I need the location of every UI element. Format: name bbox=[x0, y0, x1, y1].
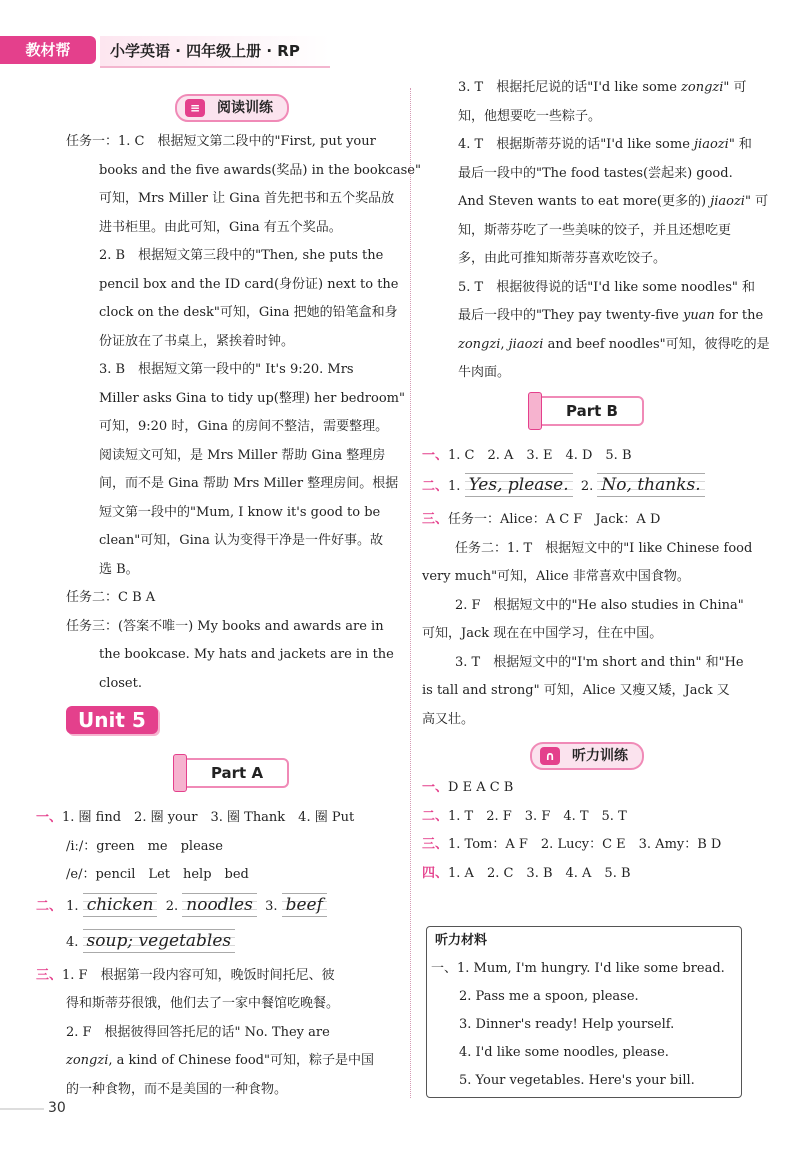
italic-word: yuan bbox=[682, 308, 715, 323]
page-header bbox=[0, 34, 330, 70]
answer-line bbox=[422, 331, 770, 360]
column-divider bbox=[410, 88, 411, 1098]
answer-line bbox=[66, 926, 398, 962]
answer-line bbox=[36, 804, 398, 833]
item-number: 四、 bbox=[422, 865, 449, 881]
answer-line bbox=[422, 302, 764, 331]
part-b-title: Part B bbox=[566, 401, 618, 420]
answer-text: , a kind of Chinese food"可知，粽子是中国 bbox=[108, 1053, 374, 1068]
book-icon: ≡ bbox=[185, 99, 205, 117]
answer-line: 选 B。 bbox=[99, 561, 139, 577]
answer-text: 1. T 2. F 3. F 4. T 5. T bbox=[448, 808, 627, 824]
answer-line bbox=[422, 860, 752, 889]
unit-heading bbox=[66, 698, 398, 750]
answer-text: 任务一：Alice：A C F Jack：A D bbox=[448, 512, 661, 527]
page-number: 30 bbox=[48, 1100, 66, 1116]
italic-word: zongzi bbox=[458, 336, 501, 352]
answer-line: 可知，Mrs Miller 让 Gina 首先把书和五个奖品放 bbox=[99, 191, 395, 206]
answer-line: 多，由此可推知斯蒂芬喜欢吃饺子。 bbox=[458, 251, 667, 266]
item-number: 三、 bbox=[422, 837, 449, 852]
answer-line: books and the five awards(奖品) in the bookcase" bbox=[99, 162, 421, 178]
answer-line: 阅读短文可知，是 Mrs Miller 帮助 Gina 整理房 bbox=[99, 447, 386, 463]
answer-line: 5. T 根据彼得说的话"I'd like some noodles" 和 bbox=[458, 279, 756, 295]
answer-line: 的一种食物，而不是美国的一种食物。 bbox=[66, 1081, 288, 1097]
answer-text: , bbox=[500, 336, 509, 352]
answer-line: 2. B 根据短文第三段中的"Then, she puts the bbox=[99, 248, 384, 263]
answer-line: very much"可知，Alice 非常喜欢中国食物。 bbox=[422, 569, 690, 584]
answer-line: 高又壮。 bbox=[422, 711, 475, 727]
answer-line: 可知，Jack 现在在中国学习，住在中国。 bbox=[422, 626, 663, 641]
answer-line: 知，斯蒂芬吃了一些美味的饺子，并且还想吃更 bbox=[458, 222, 732, 238]
answer-line bbox=[36, 890, 398, 926]
section-reading-title: 阅读训练 bbox=[217, 100, 273, 116]
answer-line: 2. F 根据短文中的"He also studies in China" bbox=[455, 597, 744, 613]
answer-text: D E A C B bbox=[448, 780, 514, 795]
transcript-line: 5. Your vegetables. Here's your bill. bbox=[459, 1073, 695, 1088]
item-label: 3. bbox=[265, 898, 278, 914]
part-a-title: Part A bbox=[210, 764, 264, 782]
answer-text: " 可 bbox=[744, 194, 769, 209]
item-label: 4. bbox=[66, 934, 79, 950]
answer-line: 得和斯蒂芬很饿，他们去了一家中餐馆吃晚餐。 bbox=[66, 996, 340, 1011]
answer-line: 任务一：1. C 根据短文第二段中的"First, put your bbox=[66, 134, 376, 149]
answer-line: 份证放在了书桌上，紧挨着时钟。 bbox=[99, 333, 295, 349]
answer-line: closet. bbox=[99, 675, 142, 691]
answer-text: and beef noodles"可知，彼得吃的是 bbox=[543, 336, 770, 352]
answer-line bbox=[422, 774, 752, 803]
answer-text: 4. T 根据斯蒂芬说的话"I'd like some bbox=[458, 137, 695, 152]
listening-material-box bbox=[426, 926, 742, 1098]
handwritten-answer: chicken bbox=[83, 893, 158, 917]
answer-text: 1. A 2. C 3. B 4. A 5. B bbox=[448, 865, 631, 881]
item-label: 2. bbox=[165, 898, 179, 914]
answer-line bbox=[36, 962, 398, 991]
answer-text: " 和 bbox=[728, 137, 752, 152]
answer-line: 间，而不是 Gina 帮助 Mrs Miller 整理房间。根据 bbox=[99, 476, 399, 491]
item-number: 一、 bbox=[422, 780, 449, 795]
section-listening bbox=[422, 734, 752, 774]
answer-line: 任务二：C B A bbox=[66, 590, 156, 605]
answer-text: 1. C 2. A 3. E 4. D 5. B bbox=[448, 447, 632, 463]
answer-text: 1. F 根据第一段内容可知，晚饭时间托尼、彼 bbox=[62, 967, 335, 983]
transcript-line: 一、1. Mum, I'm hungry. I'd like some bread. bbox=[431, 961, 725, 976]
answer-line: 3. T 根据短文中的"I'm short and thin" 和"He bbox=[455, 654, 744, 670]
answer-line bbox=[422, 74, 752, 103]
italic-word: jiaozi bbox=[710, 194, 745, 209]
answer-text: 1. 圈 find 2. 圈 your 3. 圈 Thank 4. 圈 Put bbox=[62, 810, 355, 825]
answer-line: 进书柜里。由此可知，Gina 有五个奖品。 bbox=[99, 219, 342, 235]
answer-text: 3. T 根据托尼说的话"I'd like some bbox=[458, 80, 682, 95]
handwritten-answer: beef bbox=[282, 893, 327, 917]
section-part-a bbox=[66, 750, 398, 804]
handwritten-answer: Yes, please. bbox=[465, 473, 573, 497]
answer-line bbox=[422, 442, 752, 471]
transcript-line: 3. Dinner's ready! Help yourself. bbox=[459, 1017, 675, 1032]
answer-text: 最后一段中的"They pay twenty-five bbox=[458, 308, 683, 323]
italic-word: zongzi bbox=[681, 80, 724, 95]
answer-line: 知，他想要吃一些粽子。 bbox=[458, 108, 602, 124]
headphones-icon: ∩ bbox=[540, 747, 560, 765]
transcript-line: 2. Pass me a spoon, please. bbox=[459, 989, 639, 1004]
item-label: 1. bbox=[448, 479, 461, 494]
handwritten-answer: No, thanks. bbox=[597, 473, 704, 497]
answer-line: 可知，9:20 时，Gina 的房间不整洁，需要整理。 bbox=[99, 419, 389, 434]
right-column bbox=[422, 74, 770, 888]
item-number: 二、 bbox=[422, 479, 449, 494]
answer-line bbox=[422, 188, 769, 217]
answer-line bbox=[422, 131, 752, 160]
handwritten-answer: soup; vegetables bbox=[83, 929, 236, 953]
item-number: 二、 bbox=[36, 898, 63, 914]
flag-icon bbox=[173, 754, 187, 792]
answer-text: for the bbox=[714, 308, 764, 323]
answer-line: 任务三：(答案不唯一) My books and awards are in bbox=[66, 618, 384, 634]
answer-line: 短文第一段中的"Mum, I know it's good to be bbox=[99, 504, 381, 520]
answer-line: 2. F 根据彼得回答托尼的话" No. They are bbox=[66, 1024, 330, 1040]
answer-line: /iː/：green me please bbox=[66, 838, 223, 854]
page-number-bar bbox=[0, 1108, 44, 1110]
listening-material-title: 听力材料 bbox=[435, 933, 488, 948]
italic-word: jiaozi bbox=[694, 137, 729, 152]
item-label: 1. bbox=[66, 898, 79, 914]
answer-line bbox=[422, 506, 752, 535]
answer-text: " 可 bbox=[723, 80, 747, 95]
item-number: 一、 bbox=[422, 447, 449, 463]
answer-line: 牛肉面。 bbox=[458, 365, 511, 380]
left-column bbox=[36, 88, 421, 1104]
item-number: 二、 bbox=[422, 808, 449, 824]
answer-text: 1. Tom：A F 2. Lucy：C E 3. Amy：B D bbox=[448, 837, 722, 852]
section-listening-title: 听力训练 bbox=[572, 748, 628, 764]
item-number: 一、 bbox=[36, 810, 63, 825]
answer-line: pencil box and the ID card(身份证) next to the bbox=[99, 276, 399, 292]
brand-logo: 教材帮 bbox=[0, 36, 96, 64]
answer-line bbox=[422, 803, 752, 832]
section-part-b bbox=[422, 388, 752, 442]
item-number: 三、 bbox=[422, 512, 449, 527]
answer-line: clean"可知，Gina 认为变得干净是一件好事。故 bbox=[99, 533, 384, 548]
answer-line: the bookcase. My hats and jackets are in the bbox=[99, 647, 394, 662]
handwritten-answer: noodles bbox=[182, 893, 257, 917]
answer-line bbox=[422, 831, 752, 860]
section-reading bbox=[66, 88, 398, 128]
italic-word: jiaozi bbox=[508, 336, 544, 352]
answer-line: is tall and strong" 可知，Alice 又瘦又矮，Jack 又 bbox=[422, 683, 730, 698]
item-label: 2. bbox=[580, 479, 594, 494]
answer-line: 3. B 根据短文第一段中的" It's 9:20. Mrs bbox=[99, 362, 354, 377]
answer-line: 任务二：1. T 根据短文中的"I like Chinese food bbox=[455, 540, 753, 556]
item-number: 三、 bbox=[36, 967, 63, 983]
answer-line bbox=[422, 470, 752, 506]
book-subject: 小学英语 · 四年级上册 · RP bbox=[100, 36, 330, 68]
answer-line bbox=[66, 1047, 398, 1076]
answer-line: 最后一段中的"The food tastes(尝起来) good. bbox=[458, 165, 733, 181]
unit-label: Unit 5 bbox=[66, 706, 158, 734]
answer-line: /e/：pencil Let help bed bbox=[66, 867, 249, 882]
answer-line: clock on the desk"可知，Gina 把她的铅笔盒和身 bbox=[99, 305, 398, 320]
flag-icon bbox=[528, 392, 542, 430]
answer-text: And Steven wants to eat more(更多的) bbox=[458, 194, 711, 209]
answer-line: Miller asks Gina to tidy up(整理) her bedroom" bbox=[99, 390, 405, 406]
italic-word: zongzi bbox=[66, 1053, 109, 1068]
transcript-line: 4. I'd like some noodles, please. bbox=[459, 1045, 669, 1060]
